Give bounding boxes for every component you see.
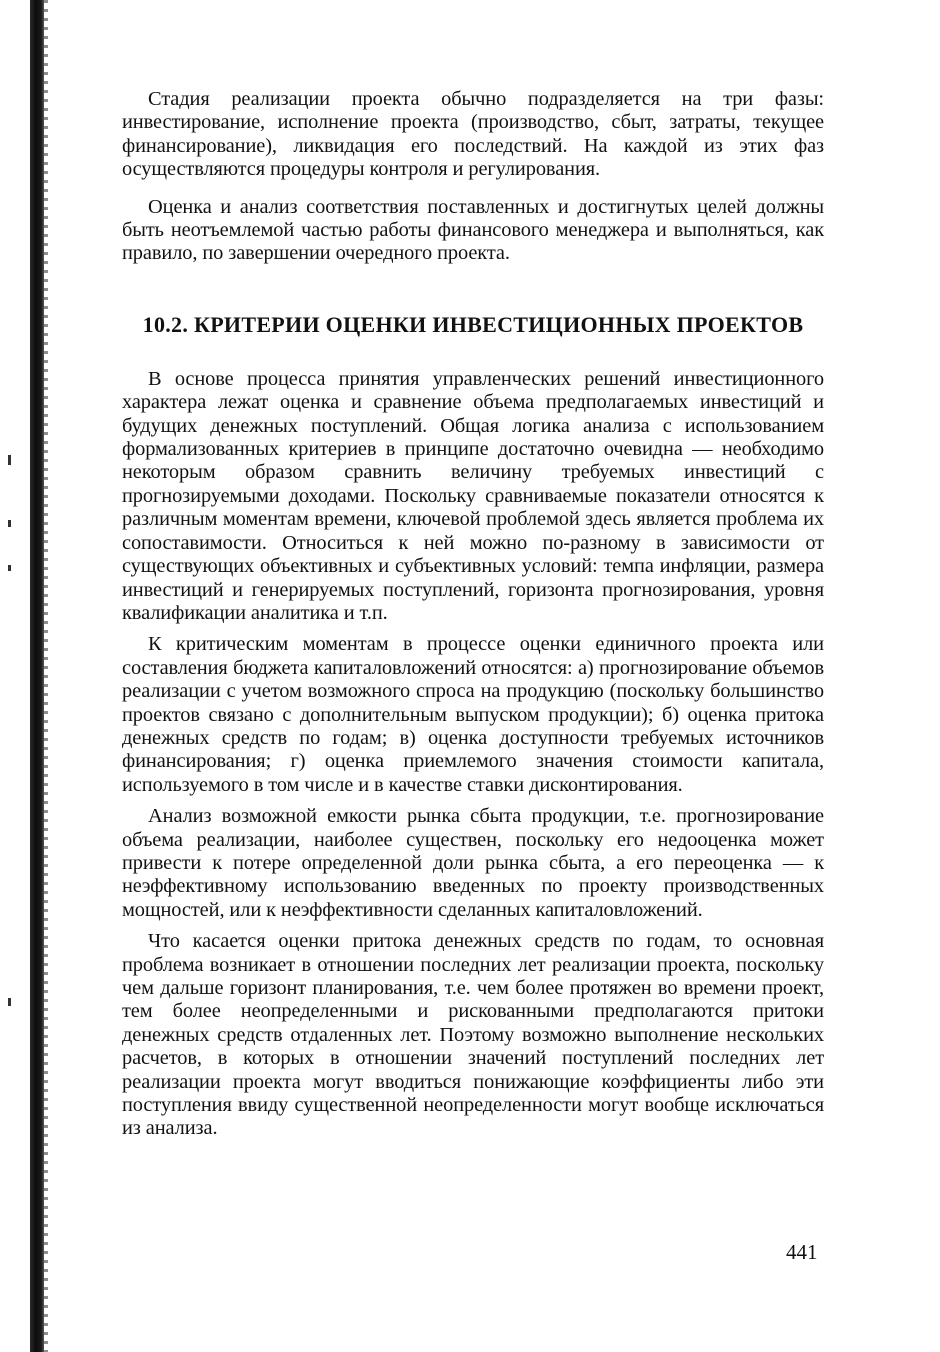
page-number: 441 (786, 1240, 818, 1264)
scan-speck (8, 565, 11, 571)
paragraph-cash-inflow: Что касается оценки притока денежных средств по годам, то основная проблема возникает в отношении последних лет реализации проекта, поскольку чем дальше горизонт планирования, т.е. чем более протяжен во времени проект, тем более неопределенными и рискованными предполагаются притоки денежных средств отдаленных лет. Поэтому возможно выполнение нескольких расчетов, в которых в отношении значений поступлений последних лет реализации проекта могут вводиться понижающие коэффициенты либо эти поступления ввиду существенной неопределенности могут вообще исключаться из анализа. (122, 930, 824, 1140)
paragraph-evaluation-goals: Оценка и анализ соответствия поставленных и достигнутых целей должны быть неотъемлемой частью работы финансового менеджера и выполняться, как правило, по завершении очередного проекта. (122, 195, 824, 265)
scan-speck (8, 998, 11, 1006)
scan-binding-fray (42, 0, 48, 1352)
paragraph-critical-moments: К критическим моментам в процессе оценки единичного проекта или составления бюджета капиталовложений относятся: а) прогнозирование объемов реализации с учетом возможного спроса на продукцию (поскольку большинство проектов связано с дополнительным выпуском продукции); б) оценка притока денежных средств по годам; в) оценка доступности требуемых источников финансирования; г) оценка приемлемого значения стоимости капитала, используемого в том числе и в качестве ставки дисконтирования. (122, 633, 824, 796)
paragraph-decision-basis: В основе процесса принятия управленческих решений инвестиционного характера лежат оценка и сравнение объема предполагаемых инвестиций и будущих денежных поступлений. Общая логика анализа с использованием формализованных критериев в принципе достаточно очевидна — необходимо некоторым образом сравнить величину требуемых инвестиций с прогнозируемыми доходами. Поскольку сравниваемые показатели относятся к различным моментам времени, ключевой проблемой здесь является проблема их сопоставимости. Относиться к ней можно по-разному в зависимости от существующих объективных и субъективных условий: темпа инфляции, размера инвестиций и генерируемых поступлений, горизонта прогнозирования, уровня квалификации аналитика и т.п. (122, 367, 824, 624)
section-heading: 10.2. КРИТЕРИИ ОЦЕНКИ ИНВЕСТИЦИОННЫХ ПРОЕКТОВ (142, 311, 804, 337)
scan-speck (8, 520, 11, 527)
paragraph-project-phases: Стадия реализации проекта обычно подразделяется на три фазы: инвестирование, исполнение проекта (производство, сбыт, затраты, текущее финансирование), ликвидация его последствий. На каждой из этих фаз осуществляются процедуры контроля и регулирования. (122, 88, 824, 181)
document-page (122, 88, 824, 1149)
paragraph-market-capacity: Анализ возможной емкости рынка сбыта продукции, т.е. прогнозирование объема реализации, наиболее существен, поскольку его недооценка может привести к потере определенной доли рынка сбыта, а его переоценка — к неэффективному использованию введенных по проекту производственных мощностей, или к неэффективности сделанных капиталовложений. (122, 805, 824, 921)
scan-speck (8, 455, 11, 465)
